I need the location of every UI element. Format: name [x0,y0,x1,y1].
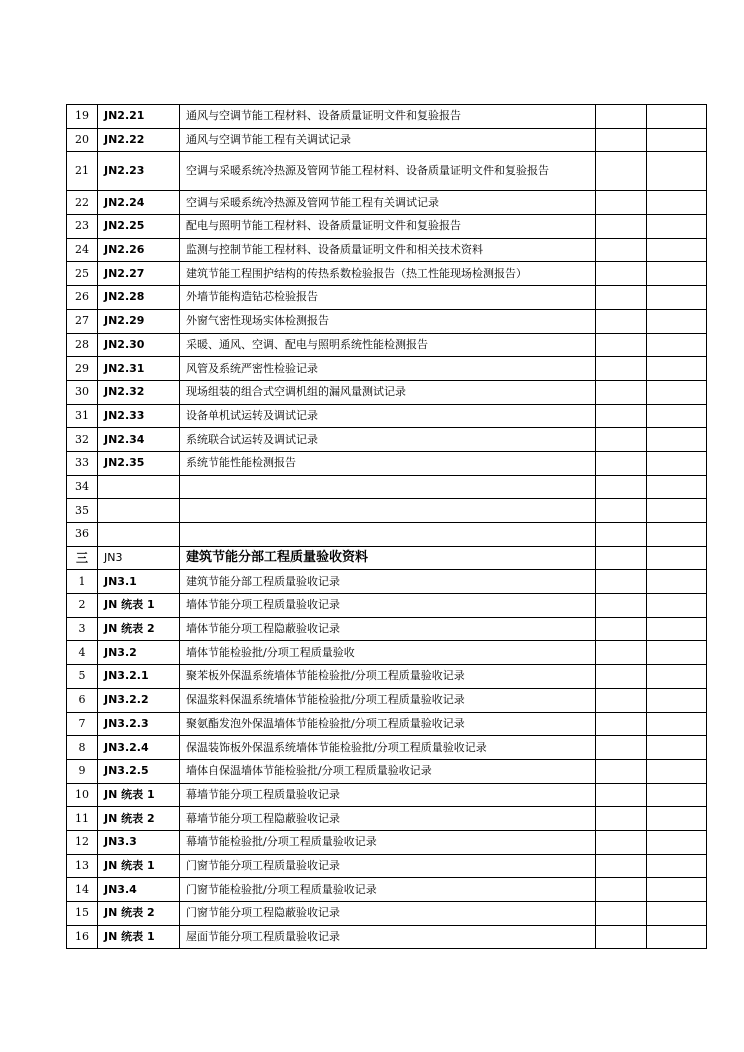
document-title: 现场组装的组合式空调机组的漏风量测试记录 [180,380,596,404]
empty-cell-b [647,380,707,404]
document-title [180,523,596,547]
row-number: 30 [67,380,98,404]
empty-cell-a [596,523,647,547]
empty-cell-a [596,215,647,239]
document-code: JN3.1 [98,570,180,594]
empty-cell-a [596,617,647,641]
empty-cell-b [647,152,707,191]
document-title: 墙体节能分项工程隐蔽验收记录 [180,617,596,641]
empty-cell-a [596,428,647,452]
empty-cell-a [596,404,647,428]
row-number: 31 [67,404,98,428]
empty-cell-a [596,925,647,949]
empty-cell-a [596,499,647,523]
table-body [67,105,707,949]
document-code: JN2.30 [98,333,180,357]
document-title: 屋面节能分项工程质量验收记录 [180,925,596,949]
table-row [67,475,707,499]
empty-cell-b [647,404,707,428]
table-row [67,902,707,926]
document-title: 幕墙节能分项工程质量验收记录 [180,783,596,807]
row-number: 3 [67,617,98,641]
row-number: 23 [67,215,98,239]
document-code: JN2.29 [98,309,180,333]
empty-cell-b [647,523,707,547]
table-row [67,128,707,152]
document-title: 设备单机试运转及调试记录 [180,404,596,428]
row-number: 33 [67,451,98,475]
empty-cell-a [596,878,647,902]
empty-cell-b [647,286,707,310]
row-number: 三 [67,546,98,570]
row-number: 10 [67,783,98,807]
row-number: 4 [67,641,98,665]
row-number: 6 [67,688,98,712]
row-number: 8 [67,736,98,760]
document-code: JN3.2 [98,641,180,665]
document-title [180,475,596,499]
document-title: 幕墙节能分项工程隐蔽验收记录 [180,807,596,831]
empty-cell-a [596,238,647,262]
document-code: JN2.26 [98,238,180,262]
empty-cell-a [596,688,647,712]
table-row [67,570,707,594]
document-title: 保温装饰板外保温系统墙体节能检验批/分项工程质量验收记录 [180,736,596,760]
row-number: 29 [67,357,98,381]
row-number: 5 [67,665,98,689]
empty-cell-a [596,451,647,475]
table-row [67,641,707,665]
empty-cell-b [647,641,707,665]
document-code: JN2.32 [98,380,180,404]
empty-cell-a [596,128,647,152]
table-row [67,105,707,129]
document-code: JN2.24 [98,191,180,215]
document-code: JN2.21 [98,105,180,129]
document-title: 系统节能性能检测报告 [180,451,596,475]
document-title: 幕墙节能检验批/分项工程质量验收记录 [180,830,596,854]
document-title: 系统联合试运转及调试记录 [180,428,596,452]
document-title: 保温浆料保温系统墙体节能检验批/分项工程质量验收记录 [180,688,596,712]
empty-cell-b [647,499,707,523]
empty-cell-b [647,878,707,902]
table-row [67,333,707,357]
row-number: 22 [67,191,98,215]
document-title: 风管及系统严密性检验记录 [180,357,596,381]
document-code: JN2.27 [98,262,180,286]
empty-cell-b [647,925,707,949]
row-number: 9 [67,759,98,783]
document-code: JN 统表 1 [98,783,180,807]
table-row [67,286,707,310]
empty-cell-a [596,191,647,215]
empty-cell-b [647,262,707,286]
empty-cell-a [596,357,647,381]
table-row [67,238,707,262]
empty-cell-b [647,238,707,262]
table-row [67,594,707,618]
table-row [67,451,707,475]
document-title: 监测与控制节能工程材料、设备质量证明文件和相关技术资料 [180,238,596,262]
empty-cell-a [596,333,647,357]
section-header-row [67,546,707,570]
document-title: 门窗节能分项工程隐蔽验收记录 [180,902,596,926]
document-title [180,499,596,523]
empty-cell-b [647,783,707,807]
document-code: JN3.2.1 [98,665,180,689]
document-code: JN2.33 [98,404,180,428]
table-row [67,712,707,736]
document-title: 通风与空调节能工程材料、设备质量证明文件和复验报告 [180,105,596,129]
document-code: JN3.2.2 [98,688,180,712]
row-number: 11 [67,807,98,831]
empty-cell-a [596,380,647,404]
empty-cell-b [647,570,707,594]
document-title: 墙体节能检验批/分项工程质量验收 [180,641,596,665]
row-number: 34 [67,475,98,499]
document-code [98,499,180,523]
row-number: 2 [67,594,98,618]
row-number: 19 [67,105,98,129]
empty-cell-a [596,736,647,760]
empty-cell-b [647,902,707,926]
table-row [67,925,707,949]
table-row [67,191,707,215]
empty-cell-b [647,128,707,152]
document-code: JN3 [98,546,180,570]
row-number: 27 [67,309,98,333]
empty-cell-b [647,830,707,854]
empty-cell-a [596,854,647,878]
empty-cell-a [596,105,647,129]
empty-cell-a [596,830,647,854]
table-row [67,854,707,878]
empty-cell-b [647,451,707,475]
empty-cell-b [647,854,707,878]
empty-cell-b [647,191,707,215]
empty-cell-b [647,712,707,736]
document-code: JN2.31 [98,357,180,381]
empty-cell-b [647,617,707,641]
row-number: 13 [67,854,98,878]
empty-cell-b [647,357,707,381]
row-number: 28 [67,333,98,357]
document-title: 建筑节能工程围护结构的传热系数检验报告（热工性能现场检测报告） [180,262,596,286]
document-code: JN2.28 [98,286,180,310]
document-title: 空调与采暖系统冷热源及管网节能工程材料、设备质量证明文件和复验报告 [180,152,596,191]
document-code: JN2.34 [98,428,180,452]
empty-cell-a [596,152,647,191]
document-title: 门窗节能检验批/分项工程质量验收记录 [180,878,596,902]
empty-cell-a [596,759,647,783]
document-title: 门窗节能分项工程质量验收记录 [180,854,596,878]
document-title: 空调与采暖系统冷热源及管网节能工程有关调试记录 [180,191,596,215]
empty-cell-a [596,286,647,310]
document-title: 配电与照明节能工程材料、设备质量证明文件和复验报告 [180,215,596,239]
table-row [67,309,707,333]
empty-cell-b [647,475,707,499]
document-code: JN 统表 2 [98,902,180,926]
table-row [67,688,707,712]
table-row [67,783,707,807]
document-code: JN 统表 2 [98,617,180,641]
table-row [67,736,707,760]
document-title: 聚苯板外保温系统墙体节能检验批/分项工程质量验收记录 [180,665,596,689]
empty-cell-b [647,665,707,689]
empty-cell-a [596,783,647,807]
row-number: 1 [67,570,98,594]
empty-cell-b [647,688,707,712]
document-code [98,475,180,499]
document-code: JN 统表 1 [98,854,180,878]
empty-cell-a [596,594,647,618]
document-title: 外窗气密性现场实体检测报告 [180,309,596,333]
row-number: 24 [67,238,98,262]
document-title: 外墙节能构造钻芯检验报告 [180,286,596,310]
row-number: 16 [67,925,98,949]
row-number: 15 [67,902,98,926]
document-title: 墙体节能分项工程质量验收记录 [180,594,596,618]
table-row [67,759,707,783]
row-number: 35 [67,499,98,523]
empty-cell-a [596,807,647,831]
document-code: JN3.2.5 [98,759,180,783]
document-title: 建筑节能分部工程质量验收记录 [180,570,596,594]
document-title: 聚氨酯发泡外保温墙体节能检验批/分项工程质量验收记录 [180,712,596,736]
table-row [67,499,707,523]
row-number: 14 [67,878,98,902]
document-code: JN 统表 1 [98,925,180,949]
empty-cell-a [596,475,647,499]
empty-cell-b [647,333,707,357]
empty-cell-a [596,712,647,736]
table-row [67,380,707,404]
table-row [67,152,707,191]
document-title: 采暖、通风、空调、配电与照明系统性能检测报告 [180,333,596,357]
document-title: 通风与空调节能工程有关调试记录 [180,128,596,152]
row-number: 32 [67,428,98,452]
empty-cell-b [647,594,707,618]
table-row [67,215,707,239]
row-number: 20 [67,128,98,152]
document-code [98,523,180,547]
table-row [67,523,707,547]
table-row [67,357,707,381]
document-title: 建筑节能分部工程质量验收资料 [180,546,596,570]
table-row [67,262,707,286]
document-code: JN2.25 [98,215,180,239]
document-code: JN2.23 [98,152,180,191]
empty-cell-a [596,641,647,665]
document-table [66,104,707,949]
document-code: JN2.35 [98,451,180,475]
row-number: 7 [67,712,98,736]
row-number: 36 [67,523,98,547]
empty-cell-a [596,665,647,689]
empty-cell-b [647,105,707,129]
document-code: JN3.2.4 [98,736,180,760]
table-row [67,617,707,641]
row-number: 12 [67,830,98,854]
empty-cell-b [647,215,707,239]
empty-cell-b [647,736,707,760]
document-code: JN 统表 1 [98,594,180,618]
empty-cell-a [596,902,647,926]
empty-cell-a [596,309,647,333]
document-code: JN3.4 [98,878,180,902]
empty-cell-a [596,546,647,570]
empty-cell-b [647,759,707,783]
row-number: 25 [67,262,98,286]
table-row [67,878,707,902]
empty-cell-b [647,546,707,570]
table-row [67,404,707,428]
table-row [67,428,707,452]
empty-cell-b [647,428,707,452]
empty-cell-b [647,807,707,831]
row-number: 21 [67,152,98,191]
document-code: JN3.2.3 [98,712,180,736]
empty-cell-b [647,309,707,333]
table-row [67,830,707,854]
table-row [67,807,707,831]
document-title: 墙体自保温墙体节能检验批/分项工程质量验收记录 [180,759,596,783]
empty-cell-a [596,262,647,286]
row-number: 26 [67,286,98,310]
document-code: JN 统表 2 [98,807,180,831]
empty-cell-a [596,570,647,594]
document-code: JN2.22 [98,128,180,152]
table-row [67,665,707,689]
document-code: JN3.3 [98,830,180,854]
